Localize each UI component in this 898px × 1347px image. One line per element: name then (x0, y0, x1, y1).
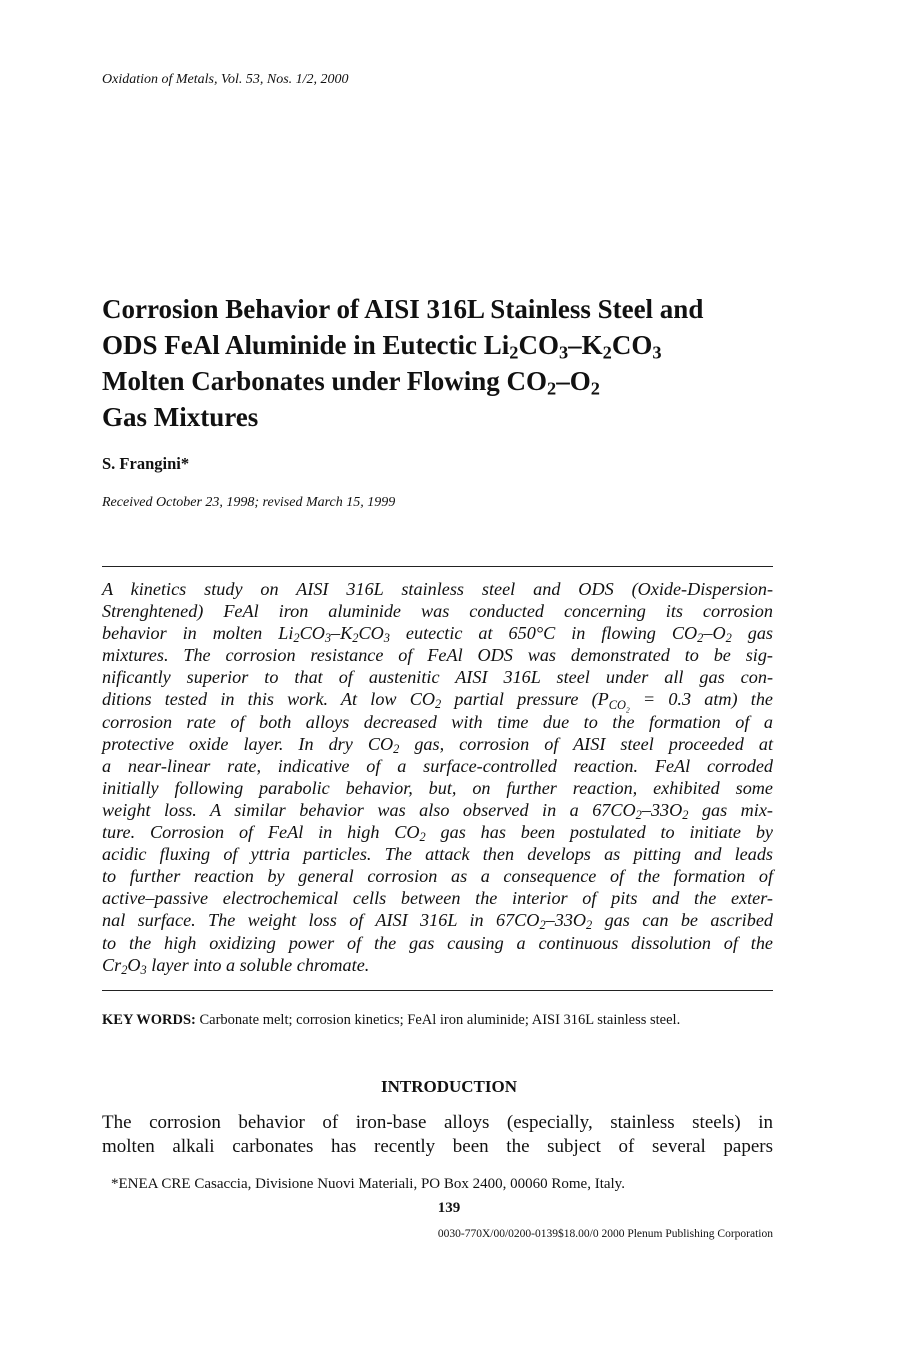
keywords-label: KEY WORDS: (102, 1012, 196, 1028)
introduction-text: The corrosion behavior of iron-base alloys (especially, stainless steels) in molten alkali carbonates has recently been the subject of several papers (102, 1112, 773, 1157)
page-number: 139 (437, 1200, 461, 1216)
title-line-3: Molten Carbonates under Flowing $CO_2-O_2$ (102, 366, 600, 399)
author-name: S. Frangini* (102, 454, 190, 473)
abstract-top-rule (102, 566, 773, 567)
title-line-4: Gas Mixtures (102, 402, 259, 432)
author-affiliation-footnote: *ENEA CRE Casaccia, Divisione Nuovi Materiali, PO Box 2400, 00060 Rome, Italy. (111, 1176, 625, 1192)
title-line-1: Corrosion Behavior of AISI 316L Stainless Steel and (102, 294, 704, 324)
article-title (102, 291, 792, 435)
abstract: A kinetics study on AISI 316L stainless steel and ODS (Oxide-Dispersion- Strenghtened) FeAl iron aluminide was conducted concerning its corrosion behavior in molten $Li_2CO_3-K_2CO_3$ eutectic at 650°C in flowing $CO_2-O_2$ gas mixtures. The corrosion resistance of FeAl ODS was demonstrated to be sig- nificantly superior to that of austenitic AISI 316L steel under all gas con- ditions tested in this work. At low $CO_2$ partial pressure ($P_{CO_2} = 0.3$ atm) the corrosion rate of both alloys decreased with time due to the formation of a protective oxide layer. In dry $CO_2$ gas, corrosion of AISI steel proceeded at a near-linear rate, indicative of a surface-controlled reaction. FeAl corroded initially following parabolic behavior, but, on further reaction, exhibited some weight loss. A similar behavior was also observed in a $67CO_2-33O_2$ gas mix- ture. Corrosion of FeAl in high $CO_2$ gas has been postulated to initiate by acidic fluxing of yttria particles. The attack then develops as pitting and leads to further reaction by general corrosion as a consequence of the formation of active–passive electrochemical cells between the interior of pits and the exter- nal surface. The weight loss of AISI 316L in $67CO_2-33O_2$ gas can be ascribed to the high oxidizing power of the gas causing a continuous dissolution of the $Cr_2O_3$ layer into a soluble chromate. (102, 579, 774, 977)
keywords (102, 1012, 773, 1029)
keywords-text: Carbonate melt; corrosion kinetics; FeAl iron aluminide; AISI 316L stainless steel. (195, 1012, 681, 1028)
copyright-line: 0030-770X/00/0200-0139$18.00/0 2000 Plenum Publishing Corporation (437, 1228, 773, 1240)
abstract-bottom-rule (102, 990, 773, 991)
journal-citation: Oxidation of Metals, Vol. 53, Nos. 1/2, 2000 (102, 72, 349, 87)
section-heading-introduction: INTRODUCTION (380, 1077, 518, 1096)
received-dates: Received October 23, 1998; revised March 15, 1999 (102, 495, 396, 510)
title-line-2: ODS FeAl Aluminide in Eutectic $Li_2CO_3-K_2CO_3$ (102, 330, 662, 363)
